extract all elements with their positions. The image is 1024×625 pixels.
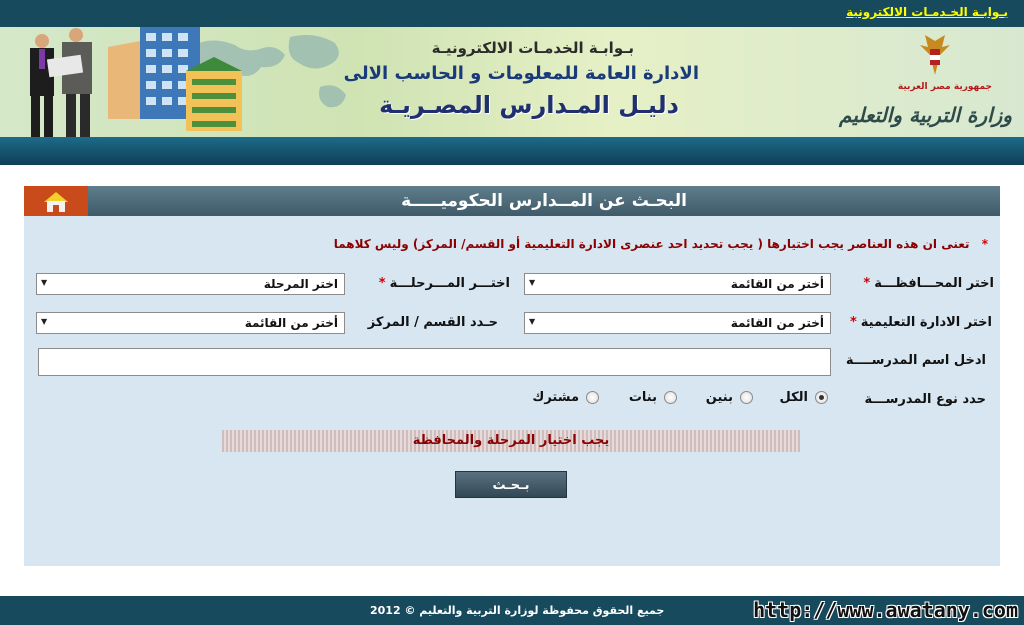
required-note xyxy=(334,237,988,251)
governorate-label xyxy=(863,276,994,291)
watermark-url: http://www.awatany.com xyxy=(753,598,1018,622)
school-type-option-mixed-label: مشترك xyxy=(532,390,579,405)
school-type-option-boys[interactable] xyxy=(703,390,753,406)
school-type-option-girls[interactable] xyxy=(625,390,677,406)
edu-admin-select[interactable] xyxy=(524,312,831,334)
radio-icon xyxy=(664,391,677,404)
radio-icon xyxy=(586,391,599,404)
district-label: حـدد القسم / المركز xyxy=(367,315,498,330)
eagle-emblem-icon xyxy=(920,35,950,75)
edu-admin-select-value: أختر من القائمة xyxy=(730,316,824,330)
required-star: * xyxy=(378,276,386,291)
panel-title: البحـث عن المــدارس الحكوميـــــة xyxy=(401,191,687,211)
copyright-text: جميع الحقوق محفوظة لوزارة التربية والتعليم © 2012 xyxy=(370,604,665,617)
school-type-option-all[interactable] xyxy=(778,390,828,406)
radio-checked-icon xyxy=(815,391,828,404)
country-label: جمهورية مصر العربية xyxy=(897,82,992,92)
required-note-text: تعنى ان هذه العناصر يجب اختيارها ( يجب تحديد احد عنصرى الادارة التعليمية أو القسم/ المركز) وليس كلاهما xyxy=(333,237,970,251)
school-type-label: حدد نوع المدرســـة xyxy=(864,392,986,407)
school-type-option-all-label: الكل xyxy=(779,390,808,405)
required-star: * xyxy=(849,315,857,330)
radio-icon xyxy=(740,391,753,404)
school-type-option-boys-label: بنين xyxy=(705,390,733,405)
required-star: * xyxy=(863,276,871,291)
stage-label-text: اختـــر المـــرحلـــة xyxy=(389,276,510,291)
district-select-value: أختر من القائمة xyxy=(244,316,338,330)
governorate-select-value: أختر من القائمة xyxy=(730,277,824,291)
dropdown-arrow-icon: ▼ xyxy=(529,278,536,287)
dropdown-arrow-icon: ▼ xyxy=(41,278,48,287)
validation-message: يجب اختيار المرحلة والمحافظة xyxy=(222,430,800,452)
portal-link[interactable]: بـوابـة الخـدمـات الالكترونية xyxy=(846,5,1008,19)
required-star: * xyxy=(981,237,988,251)
school-type-option-mixed[interactable] xyxy=(531,390,599,406)
banner-stripe xyxy=(0,137,1024,165)
edu-admin-label-text: اختر الادارة التعليمية xyxy=(860,315,992,330)
school-name-input[interactable] xyxy=(38,348,831,376)
search-button[interactable]: بـحـث xyxy=(455,471,567,498)
banner-title-department: الادارة العامة للمعلومات و الحاسب الالى xyxy=(343,63,699,84)
ministry-label: وزارة التربية والتعليم xyxy=(839,103,1012,127)
banner-title-guide: دليـل المـدارس المصـريـة xyxy=(379,91,679,119)
edu-admin-label xyxy=(850,315,992,330)
governorate-label-text: اختر المحـــافظـــة xyxy=(874,276,994,291)
school-name-label: ادخل اسم المدرســــة xyxy=(845,353,986,368)
dropdown-arrow-icon: ▼ xyxy=(529,317,536,326)
home-icon xyxy=(24,186,88,216)
school-type-option-girls-label: بنات xyxy=(628,390,657,405)
district-select[interactable] xyxy=(36,312,345,334)
dropdown-arrow-icon: ▼ xyxy=(41,317,48,326)
stage-select-value: اختر المرحلة xyxy=(263,277,338,291)
banner xyxy=(0,27,1024,137)
governorate-select[interactable] xyxy=(524,273,831,295)
search-panel xyxy=(24,186,1000,566)
panel-header xyxy=(24,186,1000,216)
stage-select[interactable] xyxy=(36,273,345,295)
home-button[interactable] xyxy=(24,186,88,216)
stage-label xyxy=(379,276,510,291)
banner-title-portal: بـوابـة الخدمـات الالكترونيـة xyxy=(431,39,634,57)
businessmen-icon xyxy=(30,28,92,137)
